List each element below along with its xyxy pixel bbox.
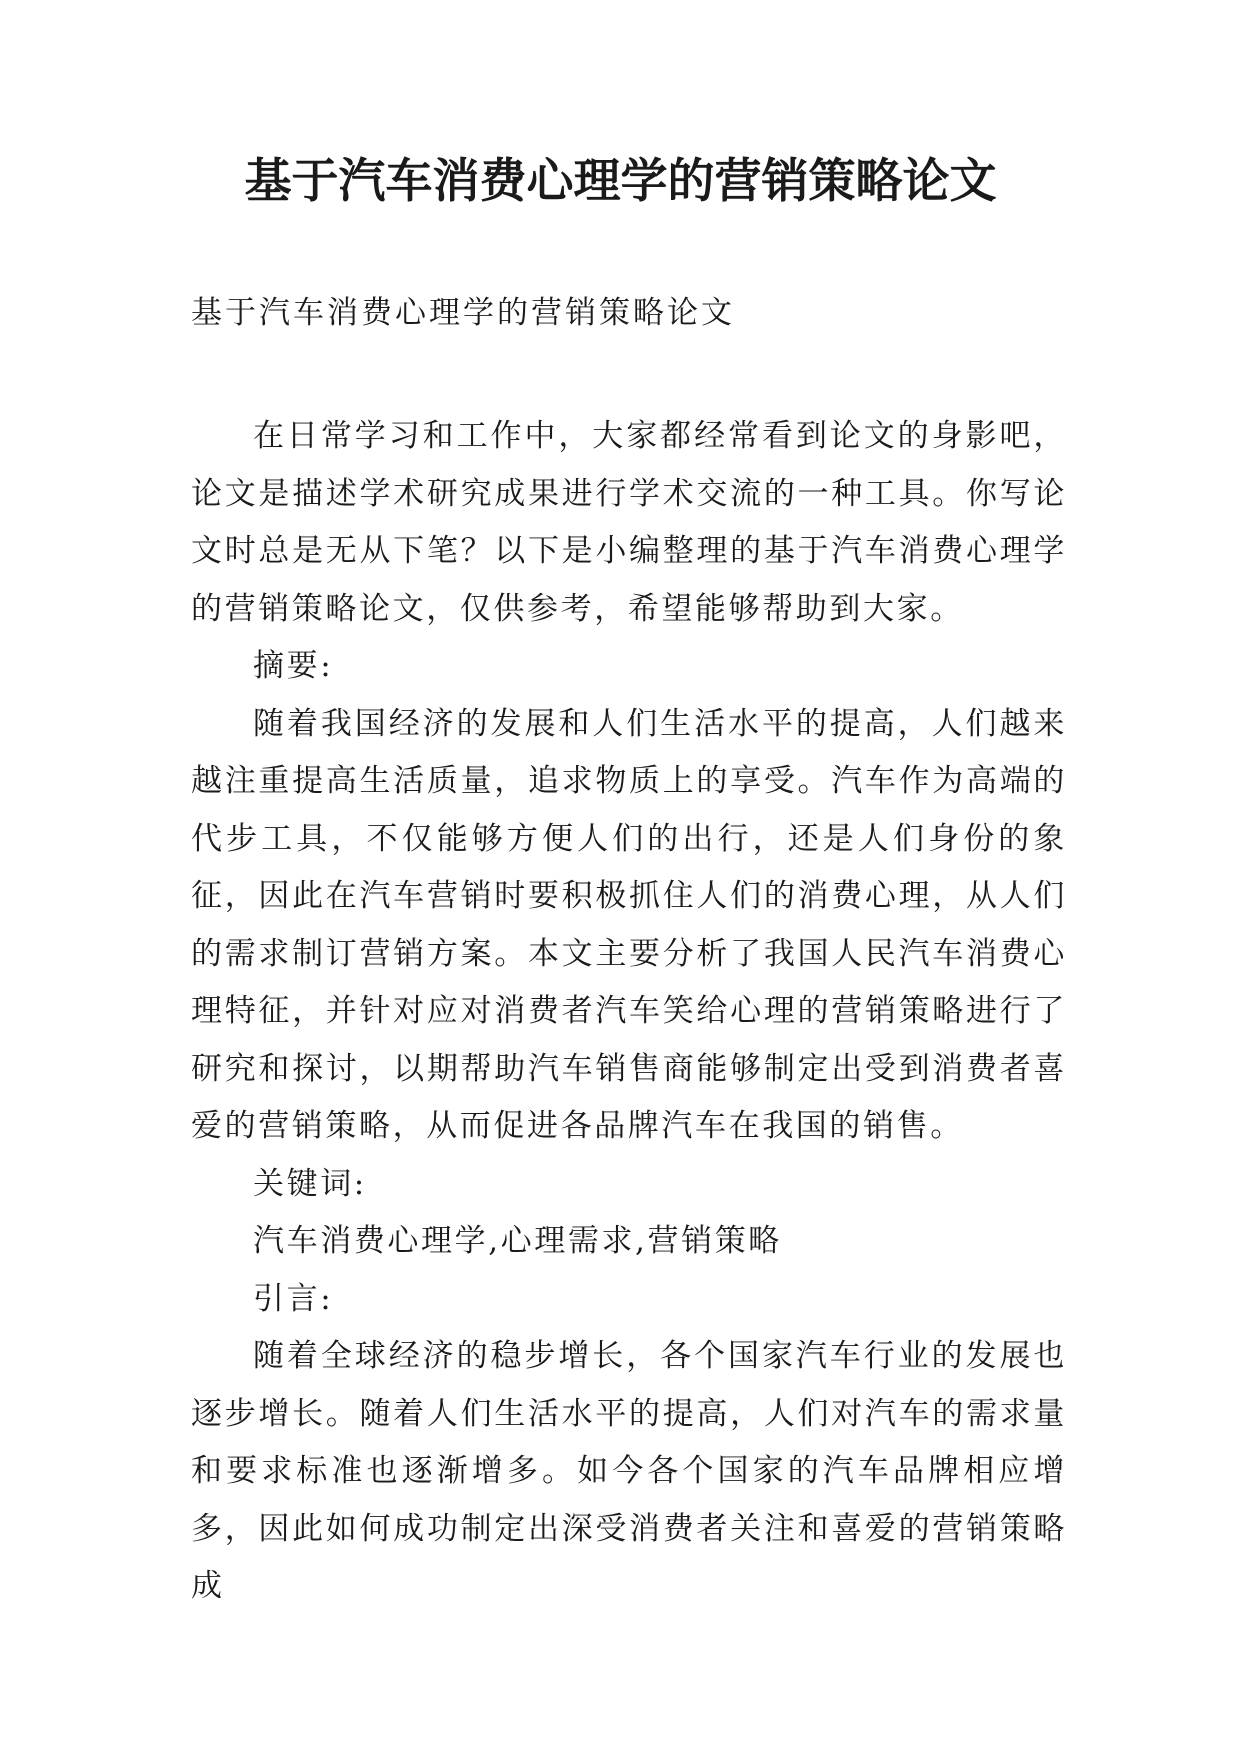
paragraph-intro: 在日常学习和工作中，大家都经常看到论文的身影吧，论文是描述学术研究成果进行学术交流的一种工具。你写论文时总是无从下笔？以下是小编整理的基于汽车消费心理学的营销策略论文，仅供参考，希望能够帮助到大家。 [191,418,1067,627]
paragraph-abstract: 随着我国经济的发展和人们生活水平的提高，人们越来越注重提高生活质量，追求物质上的享受。汽车作为高端的代步工具，不仅能够方便人们的出行，还是人们身份的象征，因此在汽车营销时要积极抓住人们的消费心理，从人们的需求制订营销方案。本文主要分析了我国人民汽车消费心理特征，并针对应对消费者汽车笑给心理的营销策略进行了研究和探讨，以期帮助汽车销售商能够制定出受到消费者喜爱的营销策略，从而促进各品牌汽车在我国的销售。 [191,705,1067,1144]
paragraph-introduction: 随着全球经济的稳步增长，各个国家汽车行业的发展也逐步增长。随着人们生活水平的提高，人们对汽车的需求量和要求标准也逐渐增多。如今各个国家的汽车品牌相应增多，因此如何成功制定出深受消费者关注和喜爱的营销策略成 [191,1338,1067,1604]
paragraph-keywords: 汽车消费心理学,心理需求,营销策略 [253,1223,782,1259]
document-title: 基于汽车消费心理学的营销策略论文 [244,154,997,209]
paragraph-introduction-heading: 引言: [253,1280,334,1317]
paragraph-keywords-heading: 关键词: [253,1165,367,1202]
paragraph-abstract-heading: 摘要: [253,648,334,684]
document-subtitle: 基于汽车消费心理学的营销策略论文 [191,295,735,331]
document-body [191,408,1067,1616]
